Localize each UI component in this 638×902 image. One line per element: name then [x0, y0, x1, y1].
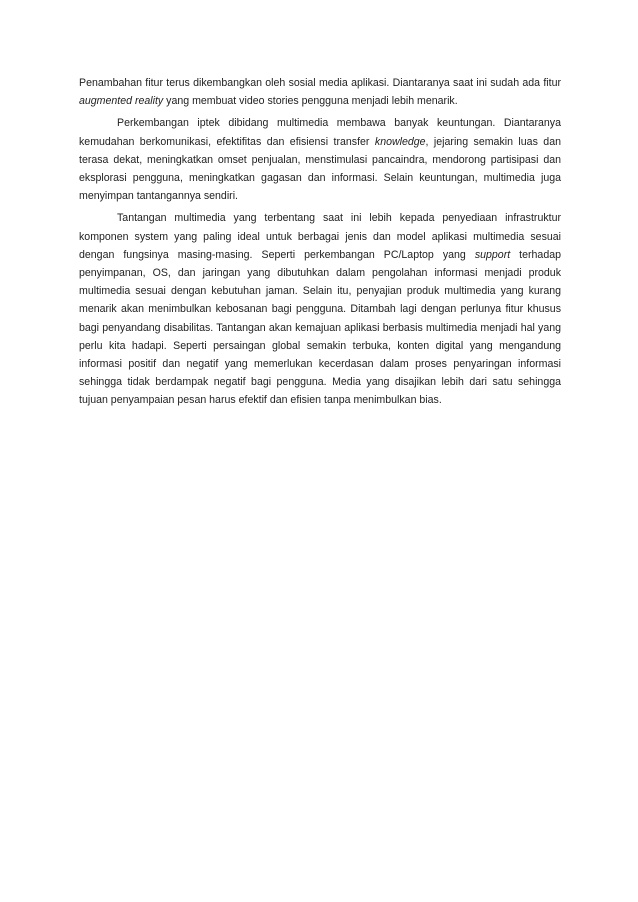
paragraph-2-text-end: , jejaring semakin luas dan terasa dekat, meningkatkan omset penjualan, menstimulasi pancaindra, mendorong partisipasi dan eksplorasi pengguna, meningkatkan gagasan dan informasi. Selain keuntungan, multimedia juga menyimpan tantangannya sendiri.: [79, 135, 561, 203]
paragraph-1: [79, 74, 561, 110]
paragraph-3-text: Tantangan multimedia yang terbentang saat ini lebih kepada penyediaan infrastruktur komponen system yang paling ideal untuk berbagai jenis dan model aplikasi multimedia sesuai dengan fungsinya masing-masing. Seperti perkembangan PC/Laptop yang: [79, 212, 561, 261]
paragraph-1-text-end: yang membuat video stories pengguna menjadi lebih menarik.: [163, 95, 458, 108]
document-page: [79, 74, 561, 414]
paragraph-3: [79, 209, 561, 409]
paragraph-2: [79, 114, 561, 205]
paragraph-1-text: Penambahan fitur terus dikembangkan oleh sosial media aplikasi. Diantaranya saat ini sudah ada fitur: [79, 77, 561, 89]
paragraph-1-italic-term: augmented reality: [79, 95, 164, 108]
paragraph-3-italic-term: support: [474, 248, 511, 261]
paragraph-2-italic-term: knowledge: [374, 135, 426, 148]
paragraph-3-text-end: terhadap penyimpanan, OS, dan jaringan yang dibutuhkan dalam pengolahan informasi menjadi produk multimedia sesuai dengan kebutuhan jaman. Selain itu, penyajian produk multimedia yang kurang menarik akan menimbulkan kebosanan bagi pengguna. Ditambah lagi dengan perlunya fitur khusus bagi penyandang disabilitas. Tantangan akan kemajuan aplikasi berbasis multimedia menjadi hal yang perlu kita hadapi. Seperti persaingan global semakin terbuka, konten digital yang mengandung informasi positif dan negatif yang memerlukan kecerdasan dalam proses penyaringan informasi sehingga tidak berdampak negatif bagi pengguna. Media yang disajikan lebih dari satu sehingga tujuan penyampaian pesan harus efektif dan efisien tanpa menimbulkan bias.: [79, 248, 562, 407]
paragraph-2-text: Perkembangan iptek dibidang multimedia membawa banyak keuntungan. Diantaranya kemudahan berkomunikasi, efektifitas dan efisiensi transfer: [79, 117, 561, 148]
